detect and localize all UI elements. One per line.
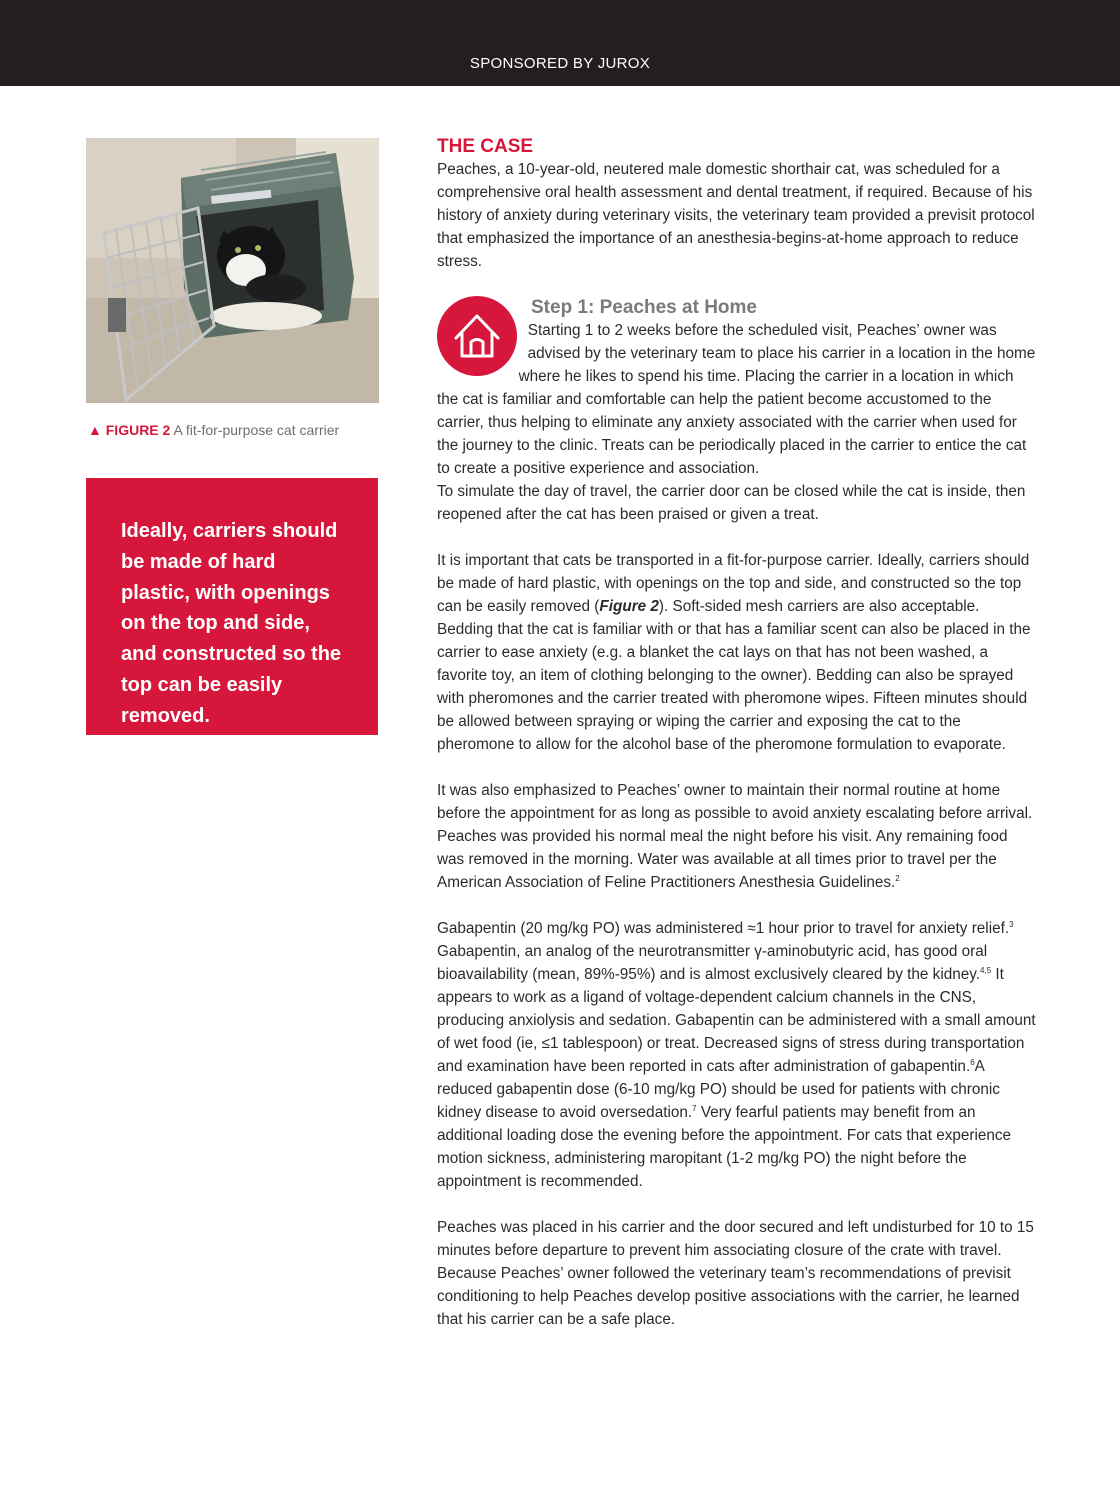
cat-carrier-illustration bbox=[86, 138, 379, 403]
carrier-text-1: It is important that cats be transported in a fit-for-purpose carrier. Ideally, carriers should be made of hard plastic, with openings on the top and side, and constructed so the top can be easily removed ( bbox=[437, 552, 1030, 615]
gabapentin-text-3: It appears to work as a ligand of voltage-dependent calcium channels in the CNS, producing anxiolysis and sedation. Gabapentin can be administered with a small amount of wet food (ie, ≤1 tablespoon) or treat. Decreased signs of stress during transportation and examination have been reported in cats after administration of gabapentin. bbox=[437, 966, 1036, 1075]
house-icon bbox=[437, 296, 517, 376]
figure-caption-text: A fit-for-purpose cat carrier bbox=[173, 422, 340, 438]
figure-caption bbox=[88, 422, 339, 438]
citation-2: 2 bbox=[895, 873, 900, 883]
routine-text: It was also emphasized to Peaches’ owner to maintain their normal routine at home before the appointment for as long as possible to avoid anxiety escalating before arrival. Peaches was provided his normal meal the night before his visit. Any remaining food was removed in the morning. Water was available at all times prior to travel per the American Association of Feline Practitioners Anesthesia Guidelines. bbox=[437, 782, 1033, 891]
step-1-paragraph: Starting 1 to 2 weeks before the scheduled visit, Peaches’ owner was advised by the veterinary team to place his carrier in a location in the home where he likes to spend his time. Placing the carrier in a location in which the cat is familiar and comfortable can help the patient become accustomed to the carrier, thus helping to eliminate any anxiety associated with the carrier when used for the journey to the clinic. Treats can be periodically placed in the carrier to entice the cat to create a positive experience and association. bbox=[437, 322, 1036, 477]
step-1-block bbox=[437, 296, 1037, 526]
figure-2-reference[interactable]: Figure 2 bbox=[599, 598, 659, 615]
figure-label: ▲ FIGURE 2 bbox=[88, 422, 171, 438]
gabapentin-paragraph bbox=[437, 917, 1037, 1193]
citation-3: 3 bbox=[1009, 919, 1014, 929]
top-banner bbox=[0, 0, 1120, 86]
routine-paragraph bbox=[437, 779, 1037, 894]
citation-6: 6 bbox=[970, 1057, 975, 1067]
step-1-paragraph-b: To simulate the day of travel, the carrier door can be closed while the cat is inside, then reopened after the cat has been praised or given a treat. bbox=[437, 483, 1026, 523]
citation-4-5: 4,5 bbox=[980, 965, 992, 975]
gabapentin-text-5: Very fearful patients may benefit from an additional loading dose the evening before the appointment. For cats that experience motion sickness, administering maropitant (1-2 mg/kg PO) the night before the appointment is recommended. bbox=[437, 1104, 1012, 1190]
cat-carrier-photo bbox=[86, 138, 379, 403]
intro-paragraph: Peaches, a 10-year-old, neutered male domestic shorthair cat, was scheduled for a comprehensive oral health assessment and dental treatment, if required. Because of his history of anxiety during veterinary visits, the veterinary team provided a previsit protocol that emphasized the importance of an anesthesia-begins-at-home approach to reduce stress. bbox=[437, 161, 1035, 270]
gabapentin-text-4: A reduced gabapentin dose (6-10 mg/kg PO) should be used for patients with chronic kidney disease to avoid oversedation. bbox=[437, 1058, 1000, 1121]
pull-quote-text: Ideally, carriers should be made of hard plastic, with openings on the top and side, and constructed so the top can be easily removed. bbox=[121, 520, 342, 727]
gabapentin-text-1: Gabapentin (20 mg/kg PO) was administered ≈1 hour prior to travel for anxiety relief. bbox=[437, 920, 1010, 937]
gabapentin-text-2: Gabapentin, an analog of the neurotransmitter γ-aminobutyric acid, has good oral bioavailability (mean, 89%-95%) and is almost exclusively cleared by the kidney. bbox=[437, 943, 988, 983]
carrier-paragraph bbox=[437, 549, 1037, 756]
citation-7: 7 bbox=[692, 1103, 697, 1113]
step-1-title: Step 1: Peaches at Home bbox=[531, 297, 757, 318]
pull-quote-box bbox=[86, 478, 378, 735]
article-body bbox=[437, 136, 1037, 1331]
sponsor-label: SPONSORED BY JUROX bbox=[469, 55, 651, 72]
carrier-text-2: ). Soft-sided mesh carriers are also acceptable. Bedding that the cat is familiar with or that has a familiar scent can also be placed in the carrier to ease anxiety (e.g. a blanket the cat lays on that has not been washed, a favorite toy, an item of clothing belonging to the owner). Bedding can also be sprayed with pheromones and the carrier treated with pheromone wipes. Fifteen minutes should be allowed between spraying or wiping the carrier and exposing the cat to the pheromone to allow for the alcohol base of the pheromone formulation to evaporate. bbox=[437, 598, 1031, 753]
departure-paragraph: Peaches was placed in his carrier and the door secured and left undisturbed for 10 to 15 minutes before departure to prevent him associating closure of the crate with travel. Because Peaches’ owner followed the veterinary team’s recommendations of previsit conditioning to help Peaches develop positive associations with the carrier, he learned that his carrier can be a safe place. bbox=[437, 1219, 1034, 1328]
section-title: THE CASE bbox=[437, 136, 534, 157]
